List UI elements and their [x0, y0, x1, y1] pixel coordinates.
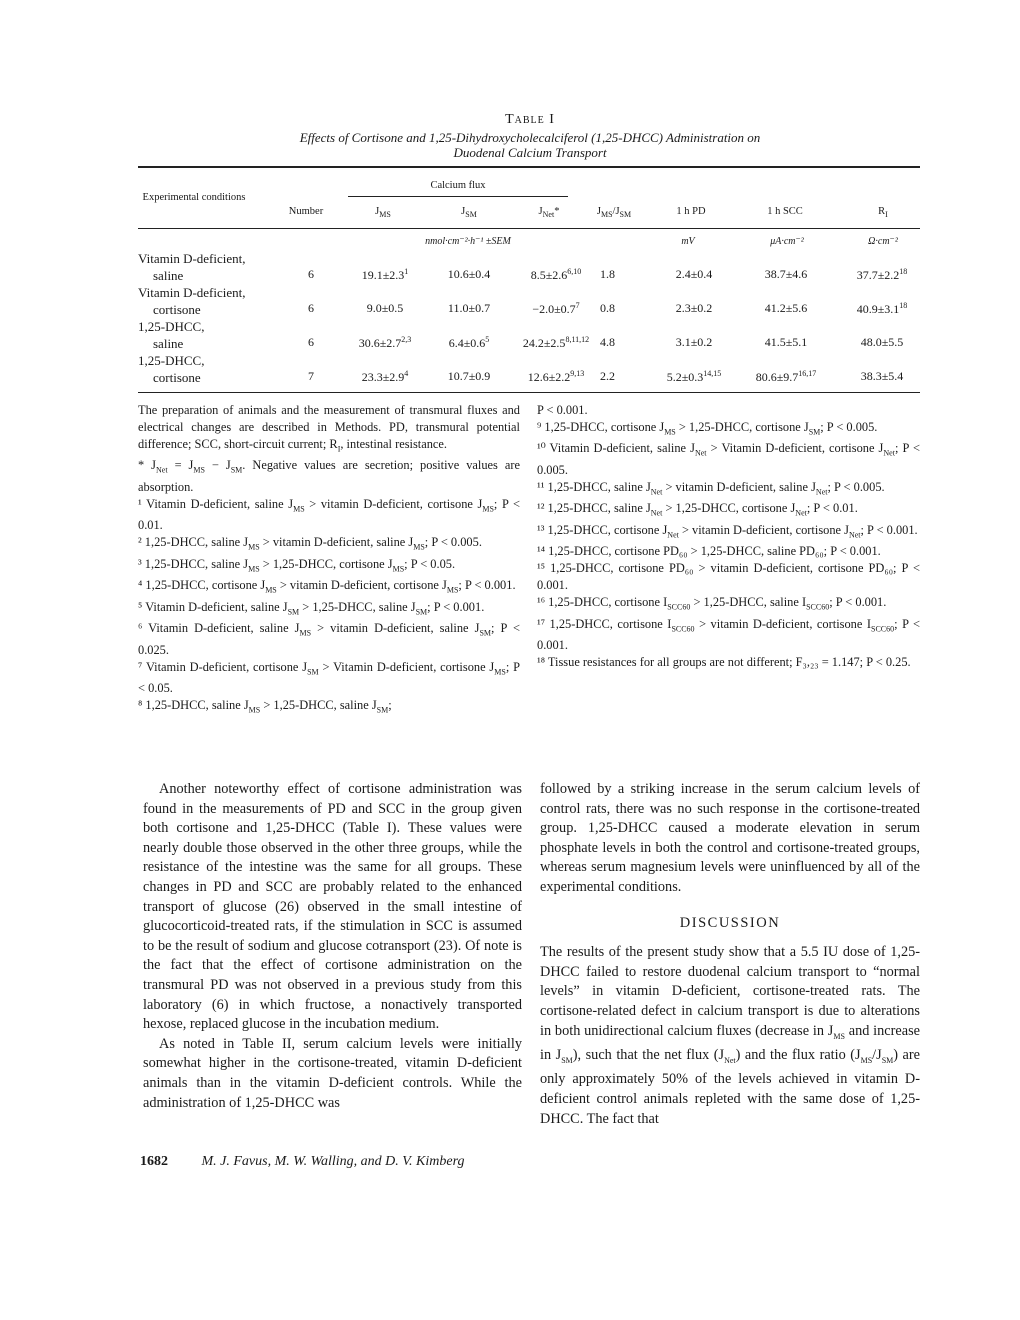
- row-condition: 1,25-DHCC, cortisone: [138, 353, 205, 385]
- table-top-rule: [138, 166, 920, 168]
- table-bottom-rule: [138, 392, 920, 393]
- body-paragraph: The results of the present study show that a 5.5 IU dose of 1,25-DHCC failed to restore duodenal calcium transport to “normal levels” in vitamin D-deficient, cortisone-treated rats. The cortisone-related defect in calcium transport is due to alterations in both unidirectional calcium fluxes (decrease in $J_{MS}$ and increase in $J_{SM}$), such that the net flux $(J_{Net})$ and the flux ratio $(J_{MS}/J_{SM})$ are only approximately 50% of the levels achieved in vitamin D-deficient control animals repleted with the same dose of 1,25-DHCC. The fact that: [540, 944, 921, 1127]
- units-ri: Ω·cm⁻²: [868, 236, 898, 247]
- footnote: ⁵ Vitamin D-deficient, saline $J_{SM}$ > 1,25-DHCC, saline $J_{SM}$; P < 0.001.: [138, 599, 485, 617]
- cell-jnet: $24.2\pm 2.5^{8,11,12}$: [522, 335, 590, 350]
- table-title-line-2: Duodenal Calcium Transport: [453, 145, 607, 160]
- footnote: ⁴ 1,25-DHCC, cortisone $J_{MS}$ > vitamin D-deficient, cortisone $J_{MS}$; P < 0.001.: [138, 578, 516, 595]
- header-jsm: $J_{SM}$: [461, 206, 477, 220]
- table-number: Table I: [505, 112, 555, 127]
- cell-jsm: $6.4\pm 0.6^5$: [448, 335, 490, 350]
- header-jms: $J_{MS}$: [375, 206, 391, 220]
- units-scc: μA·cm⁻²: [770, 236, 804, 247]
- cell-scc: $80.6\pm 9.7^{16,17}$: [755, 369, 817, 384]
- cell-jsm: 10.7±0.9: [447, 369, 491, 383]
- cell-ri: $40.9\pm 3.1^{18}$: [856, 301, 908, 316]
- row-condition: Vitamin D-deficient, cortisone: [138, 285, 246, 317]
- footnote: ³ 1,25-DHCC, saline $J_{MS}$ > 1,25-DHCC, cortisone $J_{MS}$; P < 0.05.: [138, 556, 456, 574]
- footnote: ¹⁰ Vitamin D-deficient, saline $J_{Net}$ > Vitamin D-deficient, cortisone $J_{Net}$; P < 0.005.: [537, 441, 921, 477]
- table-caption: [140, 112, 920, 160]
- footnote: ¹ Vitamin D-deficient, saline $J_{MS}$ > vitamin D-deficient, cortisone $J_{MS}$; P < 0.01.: [138, 496, 521, 533]
- units-pd: mV: [681, 236, 695, 247]
- cell-jsm: 11.0±0.7: [447, 301, 491, 315]
- header-scc: 1 h SCC: [767, 206, 803, 217]
- footnote: The preparation of animals and the measurement of transmural fluxes and electrical changes are described in Methods. PD, transmural potential difference; SCC, short-circuit current; $R_I$, intestinal resistance.: [138, 403, 520, 454]
- cell-jsm: 10.6±0.4: [447, 267, 491, 281]
- footnote: ¹⁵ 1,25-DHCC, cortisone PD₆₀ > vitamin D-deficient, cortisone PD₆₀; P < 0.001.: [537, 561, 920, 593]
- footnote: ⁹ 1,25-DHCC, cortisone $J_{MS}$ > 1,25-DHCC, cortisone $J_{SM}$; P < 0.005.: [537, 420, 878, 437]
- footnotes-left: [138, 402, 520, 719]
- footnote: ¹³ 1,25-DHCC, cortisone $J_{Net}$ > vitamin D-deficient, cortisone $J_{Net}$; P < 0.001.: [537, 522, 918, 540]
- footnotes-right: [537, 402, 920, 671]
- footnote: ⁸ 1,25-DHCC, saline $J_{MS}$ > 1,25-DHCC, saline $J_{SM}$;: [138, 698, 392, 715]
- body-text-right-column: [540, 780, 920, 1129]
- cell-ratio: 4.8: [600, 335, 615, 349]
- cell-jms: $23.3\pm 2.9^4$: [361, 369, 409, 384]
- cell-ri: $37.7\pm 2.2^{18}$: [856, 267, 908, 282]
- cell-jms: $30.6\pm 2.7^{2,3}$: [358, 335, 412, 350]
- cell-ratio: 0.8: [600, 301, 615, 315]
- footnote: ¹⁴ 1,25-DHCC, cortisone PD₆₀ > 1,25-DHCC, saline PD₆₀; P < 0.001.: [537, 544, 881, 559]
- cell-n: 7: [308, 369, 314, 383]
- body-paragraph: As noted in Table II, serum calcium levels were initially somewhat higher in the cortisone-treated, vitamin D-deficient animals than in the vitamin D-deficient controls. While the administration of 1,25-DHCC was: [143, 1035, 522, 1111]
- page-number: 1682: [140, 1154, 168, 1169]
- calcium-flux-rule: [348, 196, 568, 197]
- footnote: ¹⁶ 1,25-DHCC, cortisone $I_{SCC60}$ > 1,25-DHCC, saline $I_{SCC60}$; P < 0.001.: [537, 595, 887, 612]
- page-footer: [140, 1154, 920, 1170]
- footnote: ¹² 1,25-DHCC, saline $J_{Net}$ > 1,25-DHCC, cortisone $J_{Net}$; P < 0.01.: [537, 501, 858, 518]
- header-jnet: $J_{Net}*$: [538, 206, 560, 220]
- cell-jms: $19.1\pm 2.3^1$: [361, 267, 409, 282]
- body-text-left-column: [143, 780, 522, 1113]
- cell-n: 6: [308, 301, 314, 315]
- header-pd: 1 h PD: [676, 206, 706, 217]
- units-flux: nmol·cm⁻²·h⁻¹ ±SEM: [425, 236, 511, 247]
- body-paragraph: followed by a striking increase in the serum calcium levels of control rats, there was no such response in the cortisone-treated group. 1,25-DHCC caused a moderate elevation in serum phosphate levels in both the control and cortisone-treated groups, whereas serum magnesium levels were uninfluenced by all of the experimental conditions.: [540, 781, 920, 895]
- cell-pd: $5.2\pm 0.3^{14,15}$: [666, 369, 722, 384]
- header-bottom-rule: [138, 228, 920, 229]
- footnote: ¹¹ 1,25-DHCC, saline $J_{Net}$ > vitamin D-deficient, saline $J_{Net}$; P < 0.005.: [537, 479, 885, 497]
- cell-ratio: 1.8: [600, 267, 615, 281]
- cell-pd: 2.3±0.2: [675, 301, 713, 315]
- table-title: [140, 130, 920, 160]
- cell-jnet: $12.6\pm 2.2^{9,13}$: [527, 369, 585, 384]
- footnote: ² 1,25-DHCC, saline $J_{MS}$ > vitamin D-deficient, saline $J_{MS}$; P < 0.005.: [138, 535, 482, 552]
- body-paragraph: Another noteworthy effect of cortisone administration was found in the measurements of PD and SCC in the group given both cortisone and 1,25-DHCC (Table I). These values were nearly double those observed in the other three groups, while the resistance of the intestine was the same for all groups. These changes in PD and SCC are probably related to the enhanced transport of glucose (26) observed in the small intestine of glucocorticoid-treated rats, if the stimulation in SCC is assumed to be the result of sodium and glucose cotransport (23). Of note is the fact that the effect of cortisone administration on the transmural PD was not observed in a previous study from this laboratory (6) in which fructose, a nonactively transported hexose, replaced glucose in the incubation medium.: [143, 781, 522, 1033]
- footnote: ¹⁸ Tissue resistances for all groups are not different; F₃,₂₃ = 1.147; P < 0.25.: [537, 655, 911, 670]
- row-condition: Vitamin D-deficient, saline: [138, 251, 246, 283]
- header-calcium-flux: Calcium flux: [430, 180, 486, 191]
- cell-jnet: $-2.0\pm 0.7^7$: [532, 301, 580, 316]
- cell-ri: 38.3±5.4: [860, 369, 904, 383]
- cell-scc: 41.2±5.6: [764, 301, 808, 315]
- header-flux-ratio: $J_{MS}/J_{SM}$: [596, 206, 632, 220]
- footnote: ⁶ Vitamin D-deficient, saline $J_{MS}$ > vitamin D-deficient, saline $J_{SM}$; P < 0.025.: [138, 621, 521, 657]
- cell-n: 6: [308, 335, 314, 349]
- data-table: [138, 166, 920, 398]
- footnote: ⁷ Vitamin D-deficient, cortisone $J_{SM}$ > Vitamin D-deficient, cortisone $J_{MS}$; P < 0.05.: [138, 659, 521, 696]
- cell-scc: 38.7±4.6: [764, 267, 808, 281]
- cell-n: 6: [308, 267, 314, 281]
- row-condition: 1,25-DHCC, saline: [138, 319, 205, 351]
- cell-pd: 2.4±0.4: [675, 267, 713, 281]
- header-number: Number: [288, 206, 324, 217]
- footnote: P < 0.001.: [537, 403, 588, 417]
- cell-scc: 41.5±5.1: [764, 335, 808, 349]
- cell-jnet: $8.5\pm 2.6^{6,10}$: [530, 267, 582, 282]
- footnote: ¹⁷ 1,25-DHCC, cortisone $I_{SCC60}$ > vitamin D-deficient, cortisone $I_{SCC60}$; P < 0.001.: [537, 616, 920, 653]
- header-experimental-conditions: Experimental conditions: [142, 192, 246, 203]
- discussion-heading: DISCUSSION: [679, 914, 781, 931]
- table-title-line-1: Effects of Cortisone and 1,25-Dihydroxycholecalciferol (1,25-DHCC) Administration on: [299, 130, 761, 145]
- cell-ri: 48.0±5.5: [860, 335, 904, 349]
- cell-jms: 9.0±0.5: [366, 301, 404, 315]
- cell-ratio: 2.2: [600, 369, 615, 383]
- footnote: * $J_{Net} = J_{MS} - J_{SM}$. Negative values are secretion; positive values are absorption.: [138, 458, 520, 494]
- cell-pd: 3.1±0.2: [675, 335, 713, 349]
- authors: M. J. Favus, M. W. Walling, and D. V. Kimberg: [201, 1154, 465, 1169]
- header-ri: $R_I$: [878, 206, 888, 220]
